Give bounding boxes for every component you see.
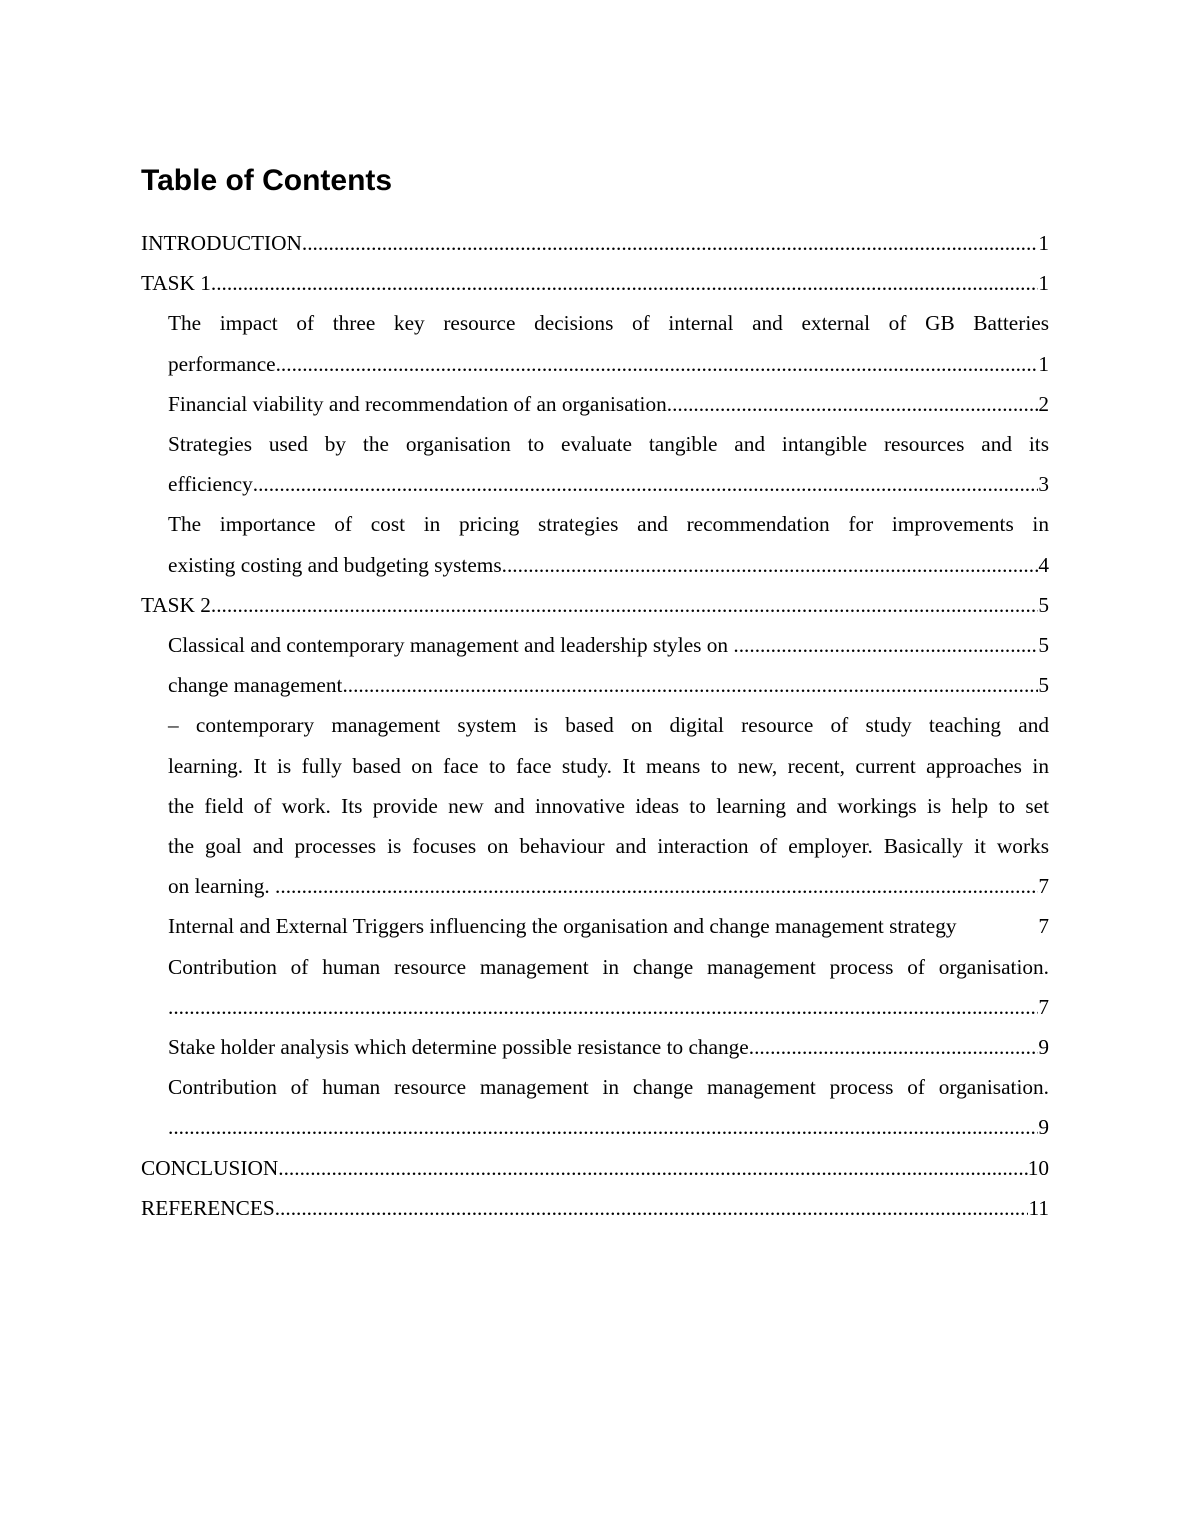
toc-leader-dots (211, 585, 1038, 625)
toc-page-number: 4 (1038, 552, 1049, 577)
toc-page-number: 7 (1038, 914, 1049, 939)
toc-entry-references[interactable] (141, 1188, 1049, 1228)
toc-leader-dots (733, 625, 1038, 665)
toc-leader-dots (211, 263, 1038, 303)
toc-entry-title-line: – contemporary management system is based on digital resource of study teaching and (168, 713, 1049, 738)
toc-entry-title-line: Strategies used by the organisation to evaluate tangible and intangible resources and its (168, 432, 1049, 457)
toc-entry-triggers[interactable] (141, 906, 1049, 946)
toc-leader-dots (253, 464, 1039, 504)
toc-entry-title: CONCLUSION (141, 1155, 279, 1180)
toc-entry-title: TASK 2 (141, 592, 211, 617)
toc-entry-title: Internal and External Triggers influencing the organisation and change management strategy (168, 914, 957, 939)
toc-leader-dots (276, 344, 1039, 384)
toc-page-number: 3 (1038, 472, 1049, 497)
toc-leader-dots (502, 545, 1039, 585)
toc-page-number: 5 (1038, 633, 1049, 658)
toc-page-number: 5 (1038, 592, 1049, 617)
toc-entry-title-line: Contribution of human resource management in change management process of organisation. (168, 954, 1049, 979)
toc-entry-title: change management (168, 673, 343, 698)
toc-page-number: 1 (1038, 231, 1049, 255)
toc-page-number: 10 (1027, 1155, 1049, 1180)
toc-entry-title: performance (168, 351, 276, 376)
toc-entry-title: Classical and contemporary management and leadership styles on (168, 633, 734, 658)
toc-page-number: 5 (1038, 673, 1049, 698)
toc-leader-dots (278, 1148, 1027, 1188)
toc-page-number: 9 (1038, 1035, 1049, 1060)
toc-leader-dots (168, 987, 1038, 1027)
toc-page-number: 7 (1038, 994, 1049, 1019)
toc-entry-title: Stake holder analysis which determine possible resistance to change (168, 1035, 749, 1060)
toc-page-number: 1 (1038, 271, 1049, 296)
toc-page-number: 7 (1038, 874, 1049, 899)
toc-entry-stakeholder-analysis[interactable] (141, 1027, 1049, 1067)
toc-leader-dots (168, 1107, 1038, 1147)
toc-title: Table of Contents (141, 164, 393, 197)
toc-leader-dots (302, 223, 1038, 263)
toc-entry-resource-decisions[interactable] (141, 303, 1049, 383)
toc-entry-title: INTRODUCTION (141, 231, 302, 255)
toc-page-number: 1 (1038, 351, 1049, 376)
toc-entry-title: existing costing and budgeting systems (168, 552, 502, 577)
toc-entry-strategies[interactable] (141, 424, 1049, 504)
toc-leader-dots (342, 665, 1038, 705)
toc-entry-title: TASK 1 (141, 271, 211, 296)
toc-entry-conclusion[interactable] (141, 1148, 1049, 1188)
toc-entry-task-2[interactable] (141, 585, 1049, 625)
toc-entry-hrm-contribution[interactable] (141, 947, 1049, 1027)
toc-page-number: 2 (1038, 391, 1049, 416)
toc-entry-introduction[interactable] (141, 223, 1049, 263)
toc-entry-leadership-styles[interactable] (141, 625, 1049, 665)
toc-entry-title-line: Contribution of human resource management in change management process of organisation. (168, 1075, 1049, 1100)
toc-leader-dots (749, 1027, 1039, 1067)
toc-entry-change-management[interactable] (141, 665, 1049, 705)
toc-leader-dots (667, 384, 1039, 424)
toc-list (141, 223, 1049, 1228)
toc-entry-title-line: The impact of three key resource decisions of internal and external of GB Batteries (168, 311, 1049, 336)
toc-entry-title-line: The importance of cost in pricing strategies and recommendation for improvements in (168, 512, 1049, 537)
toc-entry-title: on learning. (168, 874, 276, 899)
toc-entry-title-line: learning. It is fully based on face to face study. It means to new, recent, current approaches in (168, 753, 1049, 778)
toc-entry-title: efficiency (168, 472, 253, 497)
toc-entry-hrm-contribution-2[interactable] (141, 1067, 1049, 1147)
toc-page-number: 11 (1028, 1195, 1049, 1220)
toc-entry-task-1[interactable] (141, 263, 1049, 303)
toc-entry-title: REFERENCES (141, 1195, 275, 1220)
toc-entry-title-line: the goal and processes is focuses on behaviour and interaction of employer. Basically it works (168, 834, 1049, 859)
toc-leader-dots (275, 866, 1038, 906)
toc-entry-title: Financial viability and recommendation of an organisation (168, 391, 667, 416)
toc-entry-financial-viability[interactable] (141, 384, 1049, 424)
toc-entry-contemporary-management[interactable] (141, 705, 1049, 906)
toc-page-number: 9 (1038, 1115, 1049, 1140)
toc-entry-cost-pricing[interactable] (141, 504, 1049, 584)
toc-leader-dots (275, 1188, 1029, 1228)
toc-entry-title-line: the field of work. Its provide new and innovative ideas to learning and workings is help to set (168, 793, 1049, 818)
